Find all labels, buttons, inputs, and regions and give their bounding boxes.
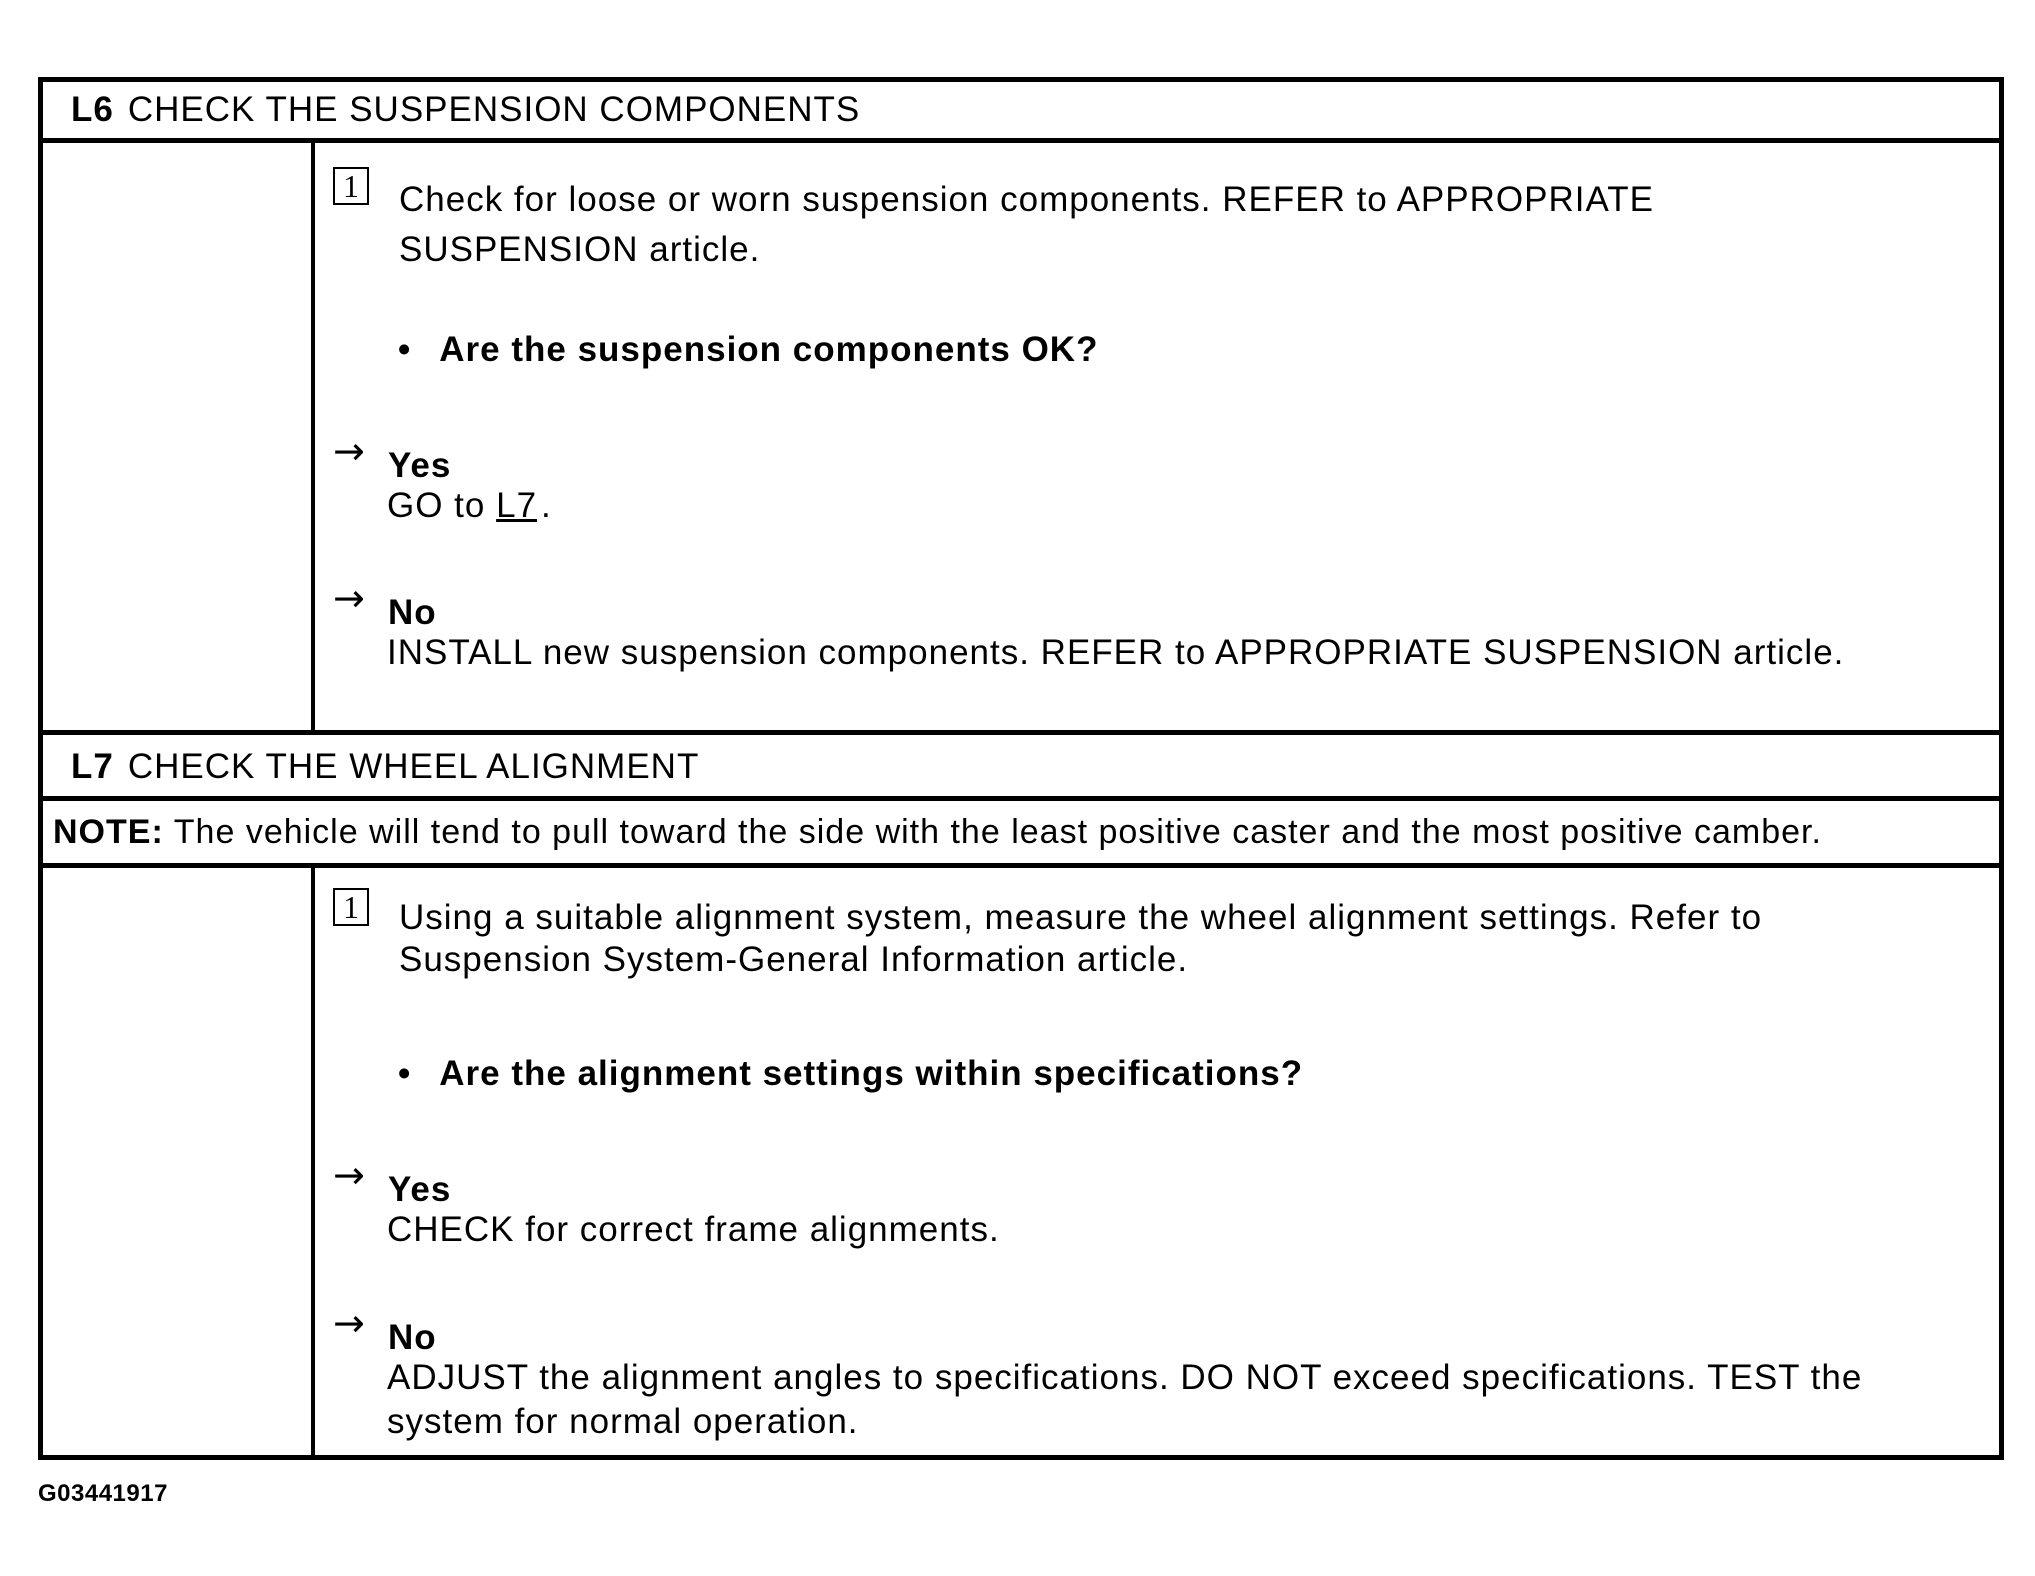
- l6-step-number-box: 1: [333, 167, 369, 205]
- bullet-icon: •: [398, 330, 412, 369]
- no-arrow-icon: →: [333, 576, 365, 620]
- l6-yes-label: Yes: [388, 446, 452, 485]
- l6-no-text: INSTALL new suspension components. REFER to APPROPRIATE SUSPENSION article.: [387, 633, 1845, 672]
- l7-yes-label: Yes: [388, 1170, 452, 1209]
- l7-question: [398, 1054, 1303, 1094]
- l7-question-text: Are the alignment settings within specifications?: [439, 1054, 1304, 1093]
- l6-yes-prefix: GO to: [387, 486, 486, 525]
- l7-code: L7: [71, 747, 114, 786]
- l6-yes-suffix: .: [541, 486, 552, 525]
- figure-id: G03441917: [38, 1480, 168, 1507]
- l7-yes-text: CHECK for correct frame alignments.: [387, 1210, 1000, 1249]
- l7-note: [53, 813, 1822, 852]
- l6-header-divider: [43, 138, 1999, 143]
- l6-column-divider: [311, 138, 315, 730]
- l6-question-text: Are the suspension components OK?: [439, 330, 1099, 369]
- l7-header-divider: [43, 796, 1999, 801]
- l7-no-text: ADJUST the alignment angles to specifications. DO NOT exceed specifications. TEST the system for normal operation.: [387, 1358, 1863, 1441]
- section-divider: [43, 730, 1999, 735]
- l6-title: CHECK THE SUSPENSION COMPONENTS: [127, 90, 861, 129]
- l6-code: L6: [71, 90, 114, 129]
- l7-note-label: NOTE:: [53, 813, 164, 851]
- yes-arrow-icon: →: [333, 1153, 365, 1197]
- l6-question: [398, 330, 1098, 370]
- diagnostic-table: [38, 77, 2004, 1460]
- l7-header: [43, 747, 1999, 787]
- no-arrow-icon: →: [333, 1301, 365, 1345]
- l7-step-number-box: 1: [333, 888, 369, 926]
- l7-step-text: Using a suitable alignment system, measure the wheel alignment settings. Refer to Suspension System-General Information article.: [399, 898, 1763, 979]
- note-divider: [43, 863, 1999, 868]
- yes-arrow-icon: →: [333, 429, 365, 473]
- l7-title: CHECK THE WHEEL ALIGNMENT: [127, 747, 700, 786]
- bullet-icon: •: [398, 1054, 412, 1093]
- l6-header: [43, 90, 1999, 130]
- l7-no-label: No: [388, 1318, 437, 1357]
- l7-note-text: The vehicle will tend to pull toward the side with the least positive caster and the most positive camber.: [173, 813, 1822, 851]
- l7-link[interactable]: L7: [496, 486, 538, 525]
- l6-no-label: No: [388, 593, 437, 632]
- l7-column-divider: [311, 863, 315, 1460]
- l6-yes-text: [387, 484, 1987, 528]
- l6-step-text: Check for loose or worn suspension components. REFER to APPROPRIATE SUSPENSION article.: [399, 180, 1654, 269]
